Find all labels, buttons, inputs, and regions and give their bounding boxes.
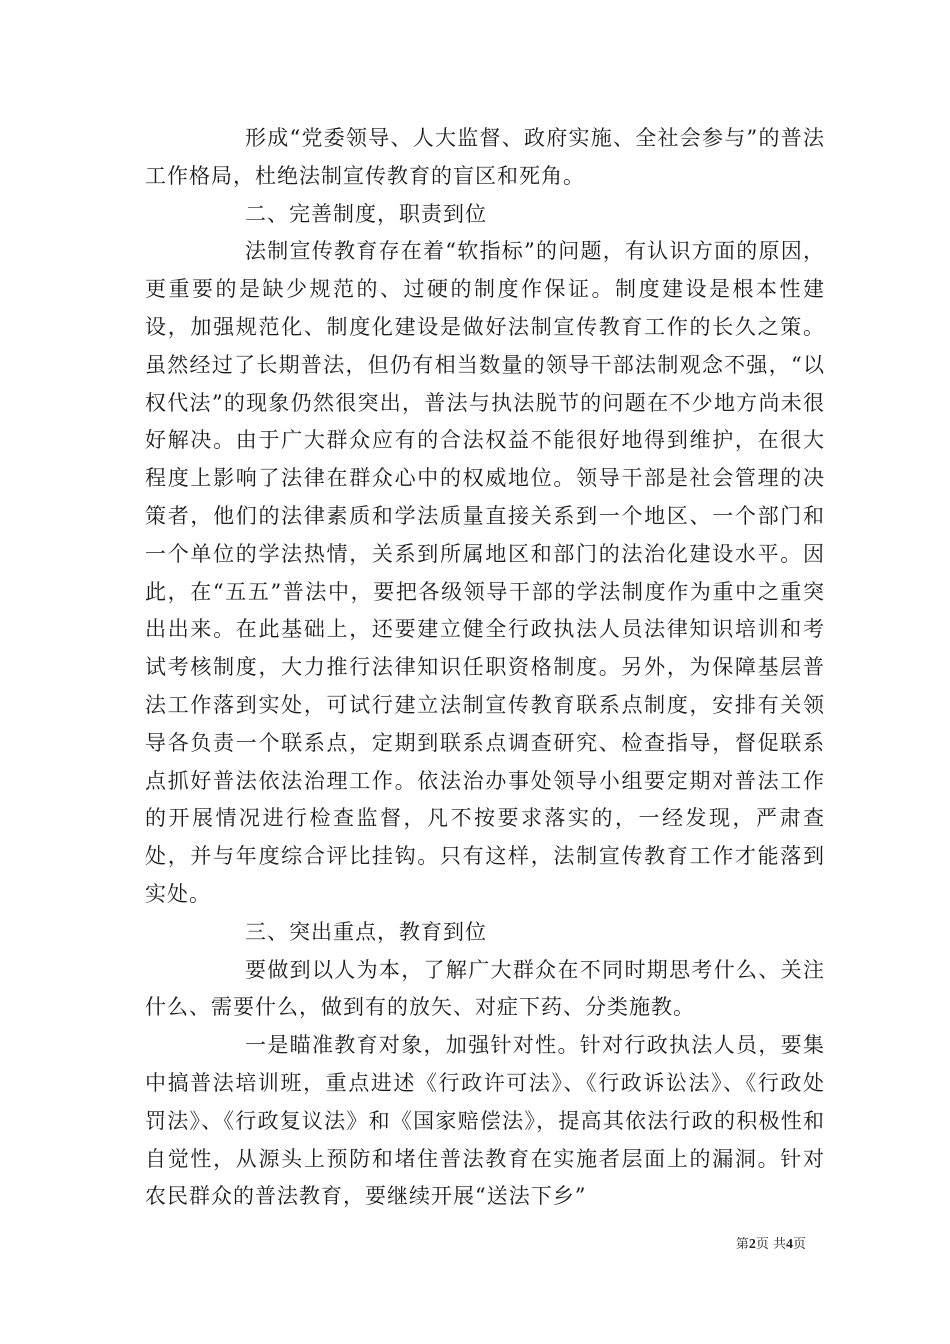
paragraph-target-audience: 一是瞄准教育对象，加强针对性。针对行政执法人员，要集中搞普法培训班，重点进述《行政许可法》、《行政诉讼法》、《行政处罚法》、《行政复议法》和《国家赔偿法》，提高其依法行政的积极性和自觉性，从源头上预防和堵住普法教育在实施者层面上的漏洞。针对农民群众的普法教育，要继续开展“送法下乡” [145, 1033, 825, 1209]
footer-total-pages: 4 [785, 1237, 793, 1252]
paragraph-intro-continued: 形成“党委领导、人大监督、政府实施、全社会参与”的普法工作格局，杜绝法制宣传教育的盲区和死角。 [145, 126, 825, 188]
page-footer [0, 1233, 806, 1253]
document-body [145, 120, 825, 1216]
footer-middle: 页 共 [755, 1237, 786, 1252]
footer-prefix: 第 [735, 1237, 749, 1252]
footer-suffix: 页 [792, 1237, 806, 1252]
paragraph-system-building: 法制宣传教育存在着“软指标”的问题，有认识方面的原因，更重要的是缺少规范的、过硬的制度作保证。制度建设是根本性建设，加强规范化、制度化建设是做好法制宣传教育工作的长久之策。虽然经过了长期普法，但仍有相当数量的领导干部法制观念不强，“以权代法”的现象仍然很突出，普法与执法脱节的问题在不少地方尚未很好解决。由于广大群众应有的合法权益不能很好地得到维护，在很大程度上影响了法律在群众心中的权威地位。领导干部是社会管理的决策者，他们的法律素质和学法质量直接关系到一个地区、一个部门和一个单位的学法热情，关系到所属地区和部门的法治化建设水平。因此，在“五五”普法中，要把各级领导干部的学法制度作为重中之重突出出来。在此基础上，还要建立健全行政执法人员法律知识培训和考试考核制度，大力推行法律知识任职资格制度。另外，为保障基层普法工作落到实处，可试行建立法制宣传教育联系点制度，安排有关领导各负责一个联系点，定期到联系点调查研究、检查指导，督促联系点抓好普法依法治理工作。依法治办事处领导小组要定期对普法工作的开展情况进行检查监督，凡不按要求落实的，一经发现，严肃查处，并与年度综合评比挂钩。只有这样，法制宣传教育工作才能落到实处。 [145, 239, 825, 906]
section-heading-2: 二、完善制度，职责到位 [245, 201, 487, 226]
paragraph-people-oriented: 要做到以人为本，了解广大群众在不同时期思考什么、关注什么、需要什么，做到有的放矢、对症下药、分类施教。 [145, 957, 825, 1020]
section-heading-3: 三、突出重点，教育到位 [245, 919, 487, 944]
footer-current-page: 2 [748, 1237, 756, 1252]
